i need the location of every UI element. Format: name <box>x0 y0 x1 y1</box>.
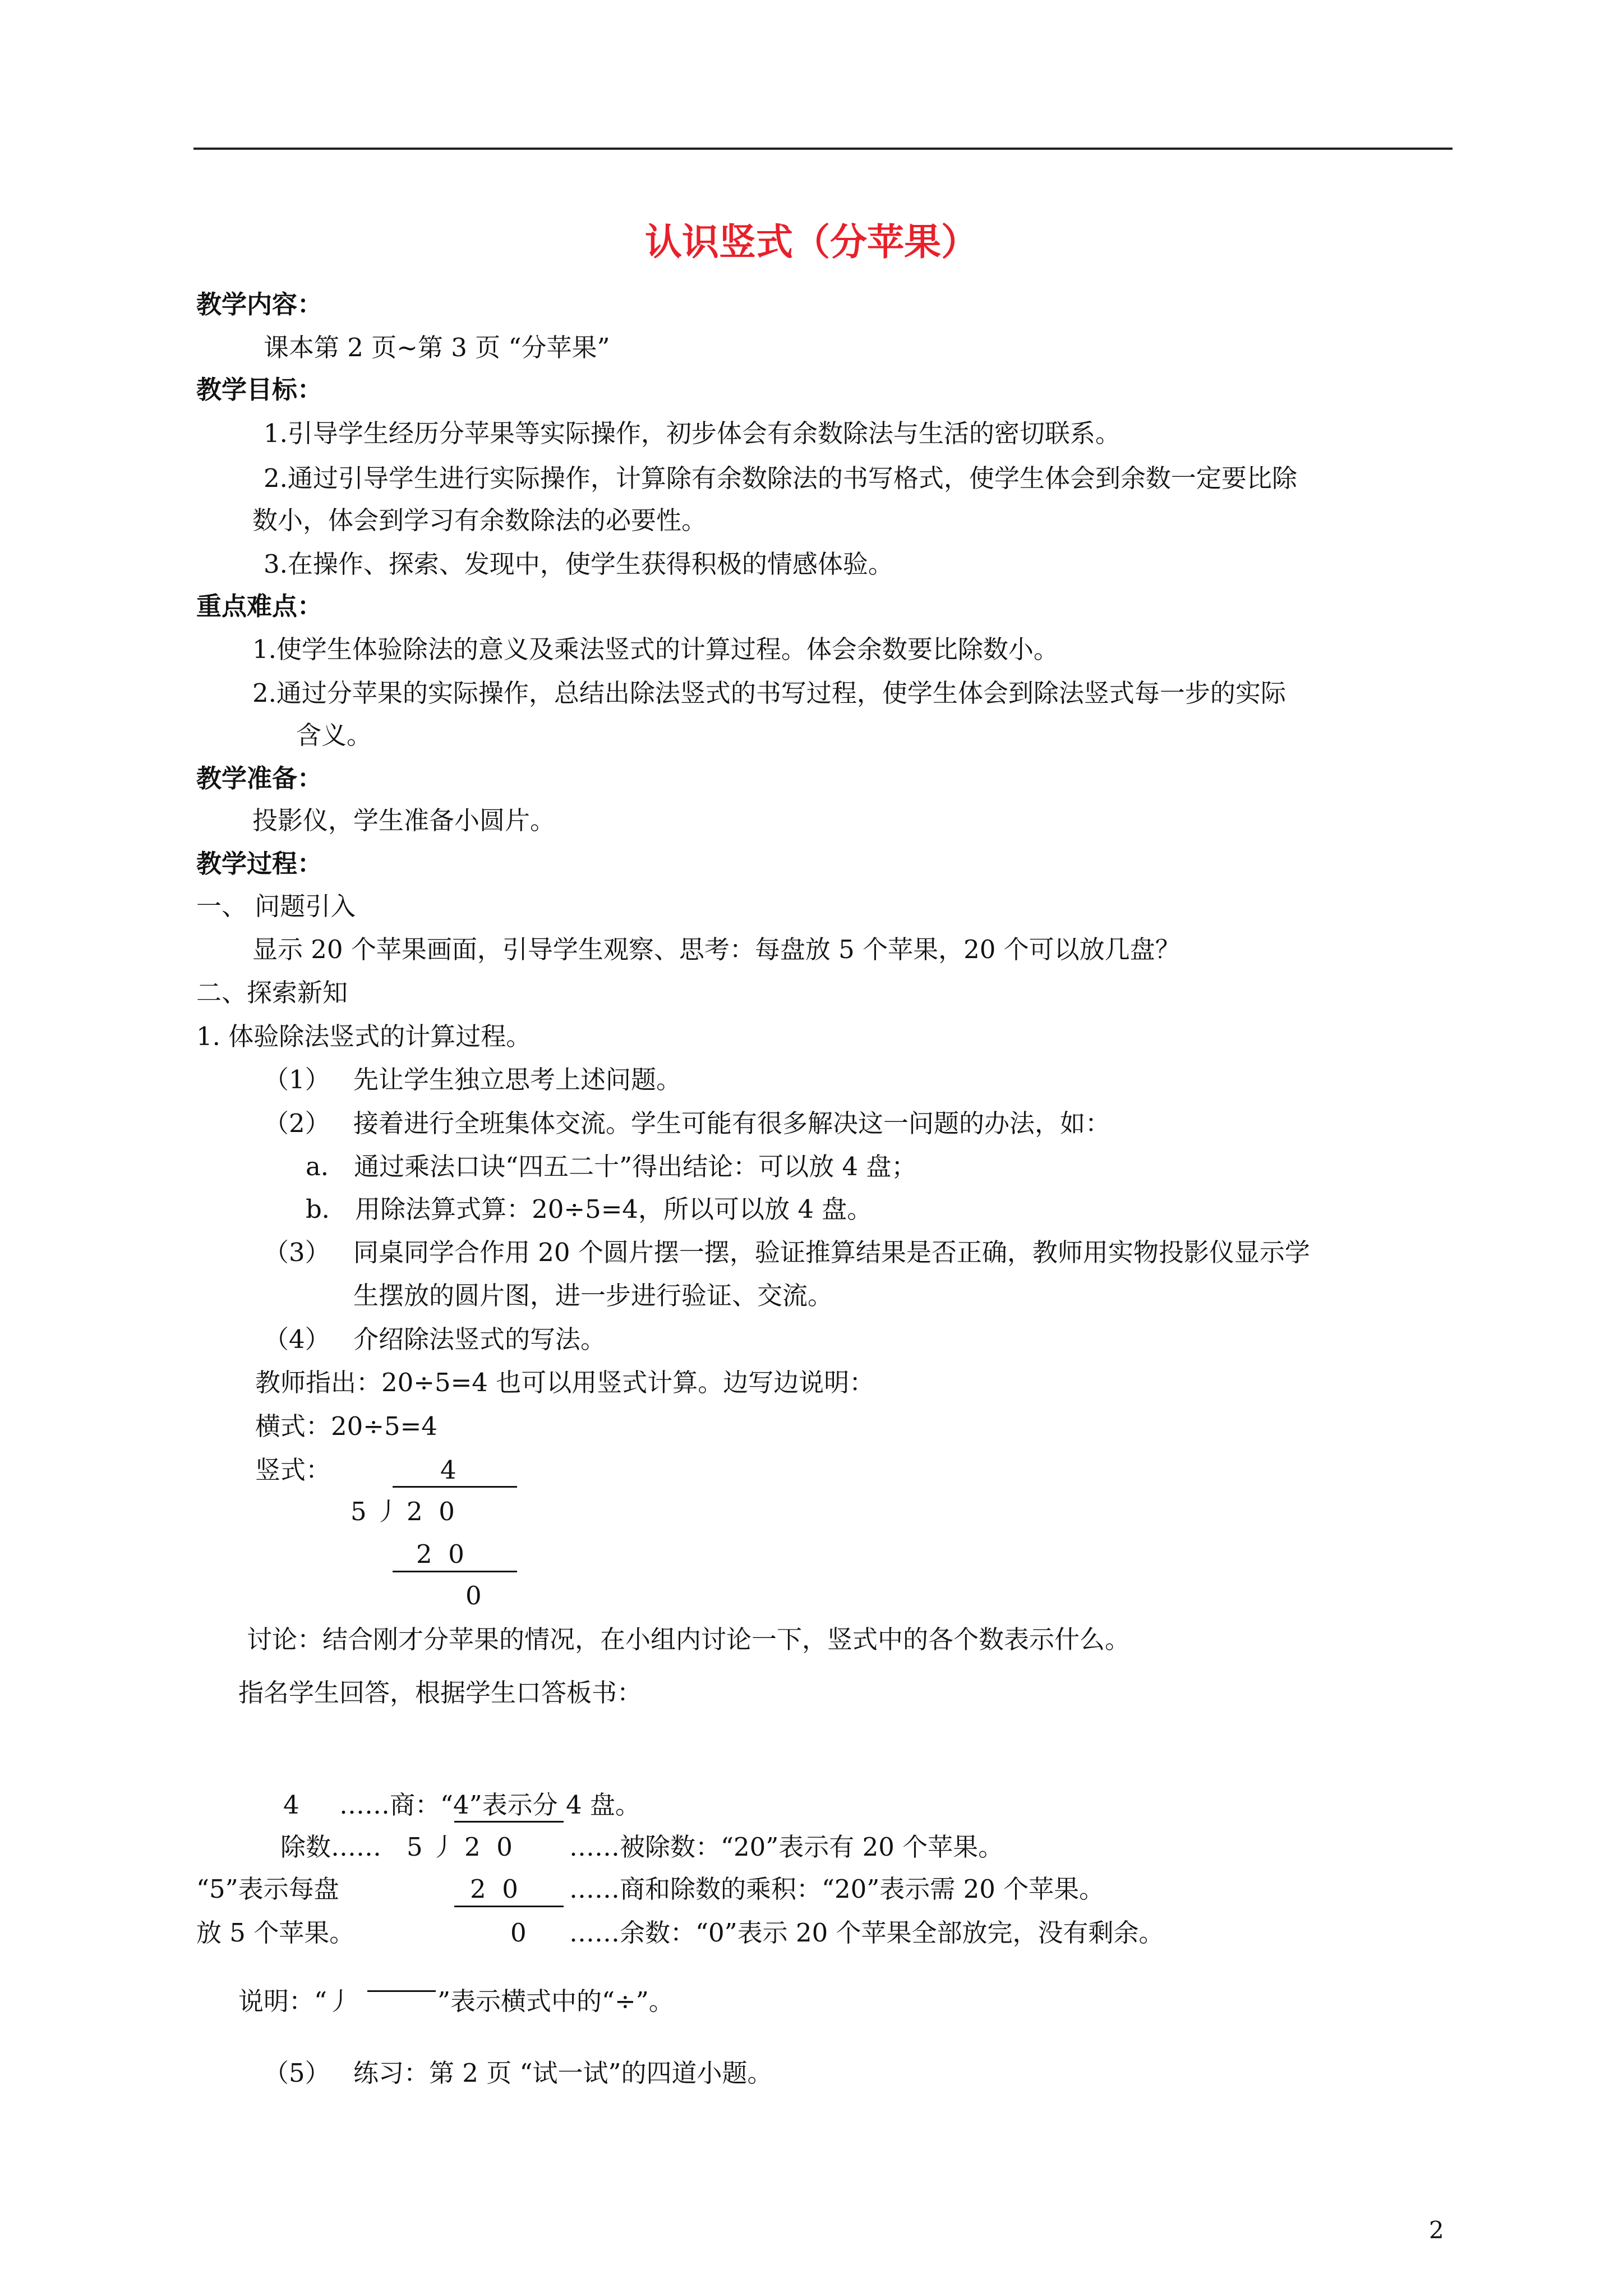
explain-prefix: 说明：“丿 <box>238 1986 353 2016</box>
key-item-1: 1.使学生体验除法的意义及乘法竖式的计算过程。体会余数要比除数小。 <box>252 634 1059 664</box>
step-1-2-number: （2） <box>264 1108 330 1138</box>
step-1-3-text: 同桌同学合作用 20 个圆片摆一摆，验证推算结果是否正确，教师用实物投影仪显示学 <box>353 1237 1310 1267</box>
division-divisor: 5 丿 <box>351 1497 400 1526</box>
step-1-2-text: 接着进行全班集体交流。学生可能有很多解决这一问题的办法，如： <box>353 1108 1111 1138</box>
header-rule <box>193 148 1453 150</box>
discussion-text: 讨论：结合刚才分苹果的情况，在小组内讨论一下，竖式中的各个数表示什么。 <box>247 1625 1131 1654</box>
annotated-remainder: 0 <box>510 1918 527 1948</box>
goal-item-2: 2.通过引导学生进行实际操作，计算除有余数除法的书写格式，使学生体会到余数一定要比除 <box>264 463 1297 493</box>
goal-item-2-cont: 数小，体会到学习有余数除法的必要性。 <box>252 505 707 535</box>
teacher-note: 教师指出：20÷5=4 也可以用竖式计算。边写边说明： <box>255 1368 875 1397</box>
annotated-bottom-bar <box>454 1906 564 1907</box>
annotated-divisor-prefix: 除数…… <box>280 1832 382 1862</box>
step-1-5-number: （5） <box>264 2058 330 2088</box>
step-1-4-number: （4） <box>264 1324 330 1354</box>
annotated-divisor-note-1: “5”表示每盘 <box>196 1874 339 1904</box>
division-dividend: 2 0 <box>407 1497 455 1526</box>
division-product: 2 0 <box>416 1539 464 1569</box>
annotated-product: 2 0 <box>470 1874 518 1904</box>
content-text: 课本第 2 页~第 3 页 “分苹果” <box>264 333 610 362</box>
step-1-title: 1. 体验除法竖式的计算过程。 <box>196 1022 532 1051</box>
annotated-quotient-note: ……商：“4”表示分 4 盘。 <box>339 1790 640 1820</box>
annotated-product-note: ……商和除数的乘积：“20”表示需 20 个苹果。 <box>569 1874 1105 1904</box>
step-1-1-number: （1） <box>264 1065 330 1094</box>
annotated-top-bar <box>454 1821 564 1823</box>
heading-preparation: 教学准备： <box>196 763 323 793</box>
step-1-3-number: （3） <box>264 1237 330 1267</box>
key-item-2-cont: 含义。 <box>296 720 372 750</box>
step-1-2-b: b． 用除法算式算：20÷5=4，所以可以放 4 盘。 <box>306 1194 873 1224</box>
division-remainder: 0 <box>465 1581 482 1611</box>
page-number: 2 <box>1429 2216 1444 2244</box>
step-1-4-text: 介绍除法竖式的写法。 <box>353 1324 606 1354</box>
heading-goals: 教学目标： <box>196 375 323 404</box>
key-item-2: 2.通过分苹果的实际操作，总结出除法竖式的书写过程，使学生体会到除法竖式每一步的实际 <box>252 678 1286 708</box>
horizontal-form: 横式：20÷5=4 <box>255 1411 437 1441</box>
annotated-quotient: 4 <box>283 1790 299 1820</box>
annotated-dividend-note: ……被除数：“20”表示有 20 个苹果。 <box>569 1832 1004 1862</box>
part1-title: 一、 问题引入 <box>196 891 356 921</box>
step-1-2-a: a． 通过乘法口诀“四五二十”得出结论：可以放 4 盘； <box>306 1152 917 1181</box>
heading-content: 教学内容： <box>196 289 323 319</box>
heading-process: 教学过程： <box>196 849 323 878</box>
annotated-dividend: 2 0 <box>464 1832 513 1862</box>
heading-key-points: 重点难点： <box>196 591 323 621</box>
vertical-form-label: 竖式： <box>255 1455 331 1485</box>
annotated-remainder-note: ……余数：“0”表示 20 个苹果全部放完，没有剩余。 <box>569 1918 1164 1948</box>
step-1-1-text: 先让学生独立思考上述问题。 <box>353 1065 682 1094</box>
explain-bracket-bar <box>367 1990 436 1992</box>
division-quotient: 4 <box>440 1455 457 1485</box>
step-1-5-text: 练习：第 2 页 “试一试”的四道小题。 <box>353 2058 773 2088</box>
annotated-divisor-note-2: 放 5 个苹果。 <box>196 1918 355 1948</box>
answer-intro: 指名学生回答，根据学生口答板书： <box>238 1678 643 1708</box>
part1-text: 显示 20 个苹果画面，引导学生观察、思考：每盘放 5 个苹果，20 个可以放几盘？ <box>252 935 1181 964</box>
division-bottom-bar <box>393 1571 517 1572</box>
step-1-3-text-cont: 生摆放的圆片图，进一步进行验证、交流。 <box>353 1281 833 1310</box>
goal-item-3: 3.在操作、探索、发现中，使学生获得积极的情感体验。 <box>264 549 893 579</box>
annotated-divisor: 5 丿 <box>407 1832 456 1862</box>
explain-suffix: ”表示横式中的“÷”。 <box>437 1986 674 2016</box>
division-top-bar <box>393 1486 517 1488</box>
page-title: 认识竖式（分苹果） <box>645 220 978 264</box>
preparation-text: 投影仪，学生准备小圆片。 <box>252 806 556 835</box>
goal-item-1: 1.引导学生经历分苹果等实际操作，初步体会有余数除法与生活的密切联系。 <box>264 418 1121 448</box>
part2-title: 二、探索新知 <box>196 978 348 1007</box>
